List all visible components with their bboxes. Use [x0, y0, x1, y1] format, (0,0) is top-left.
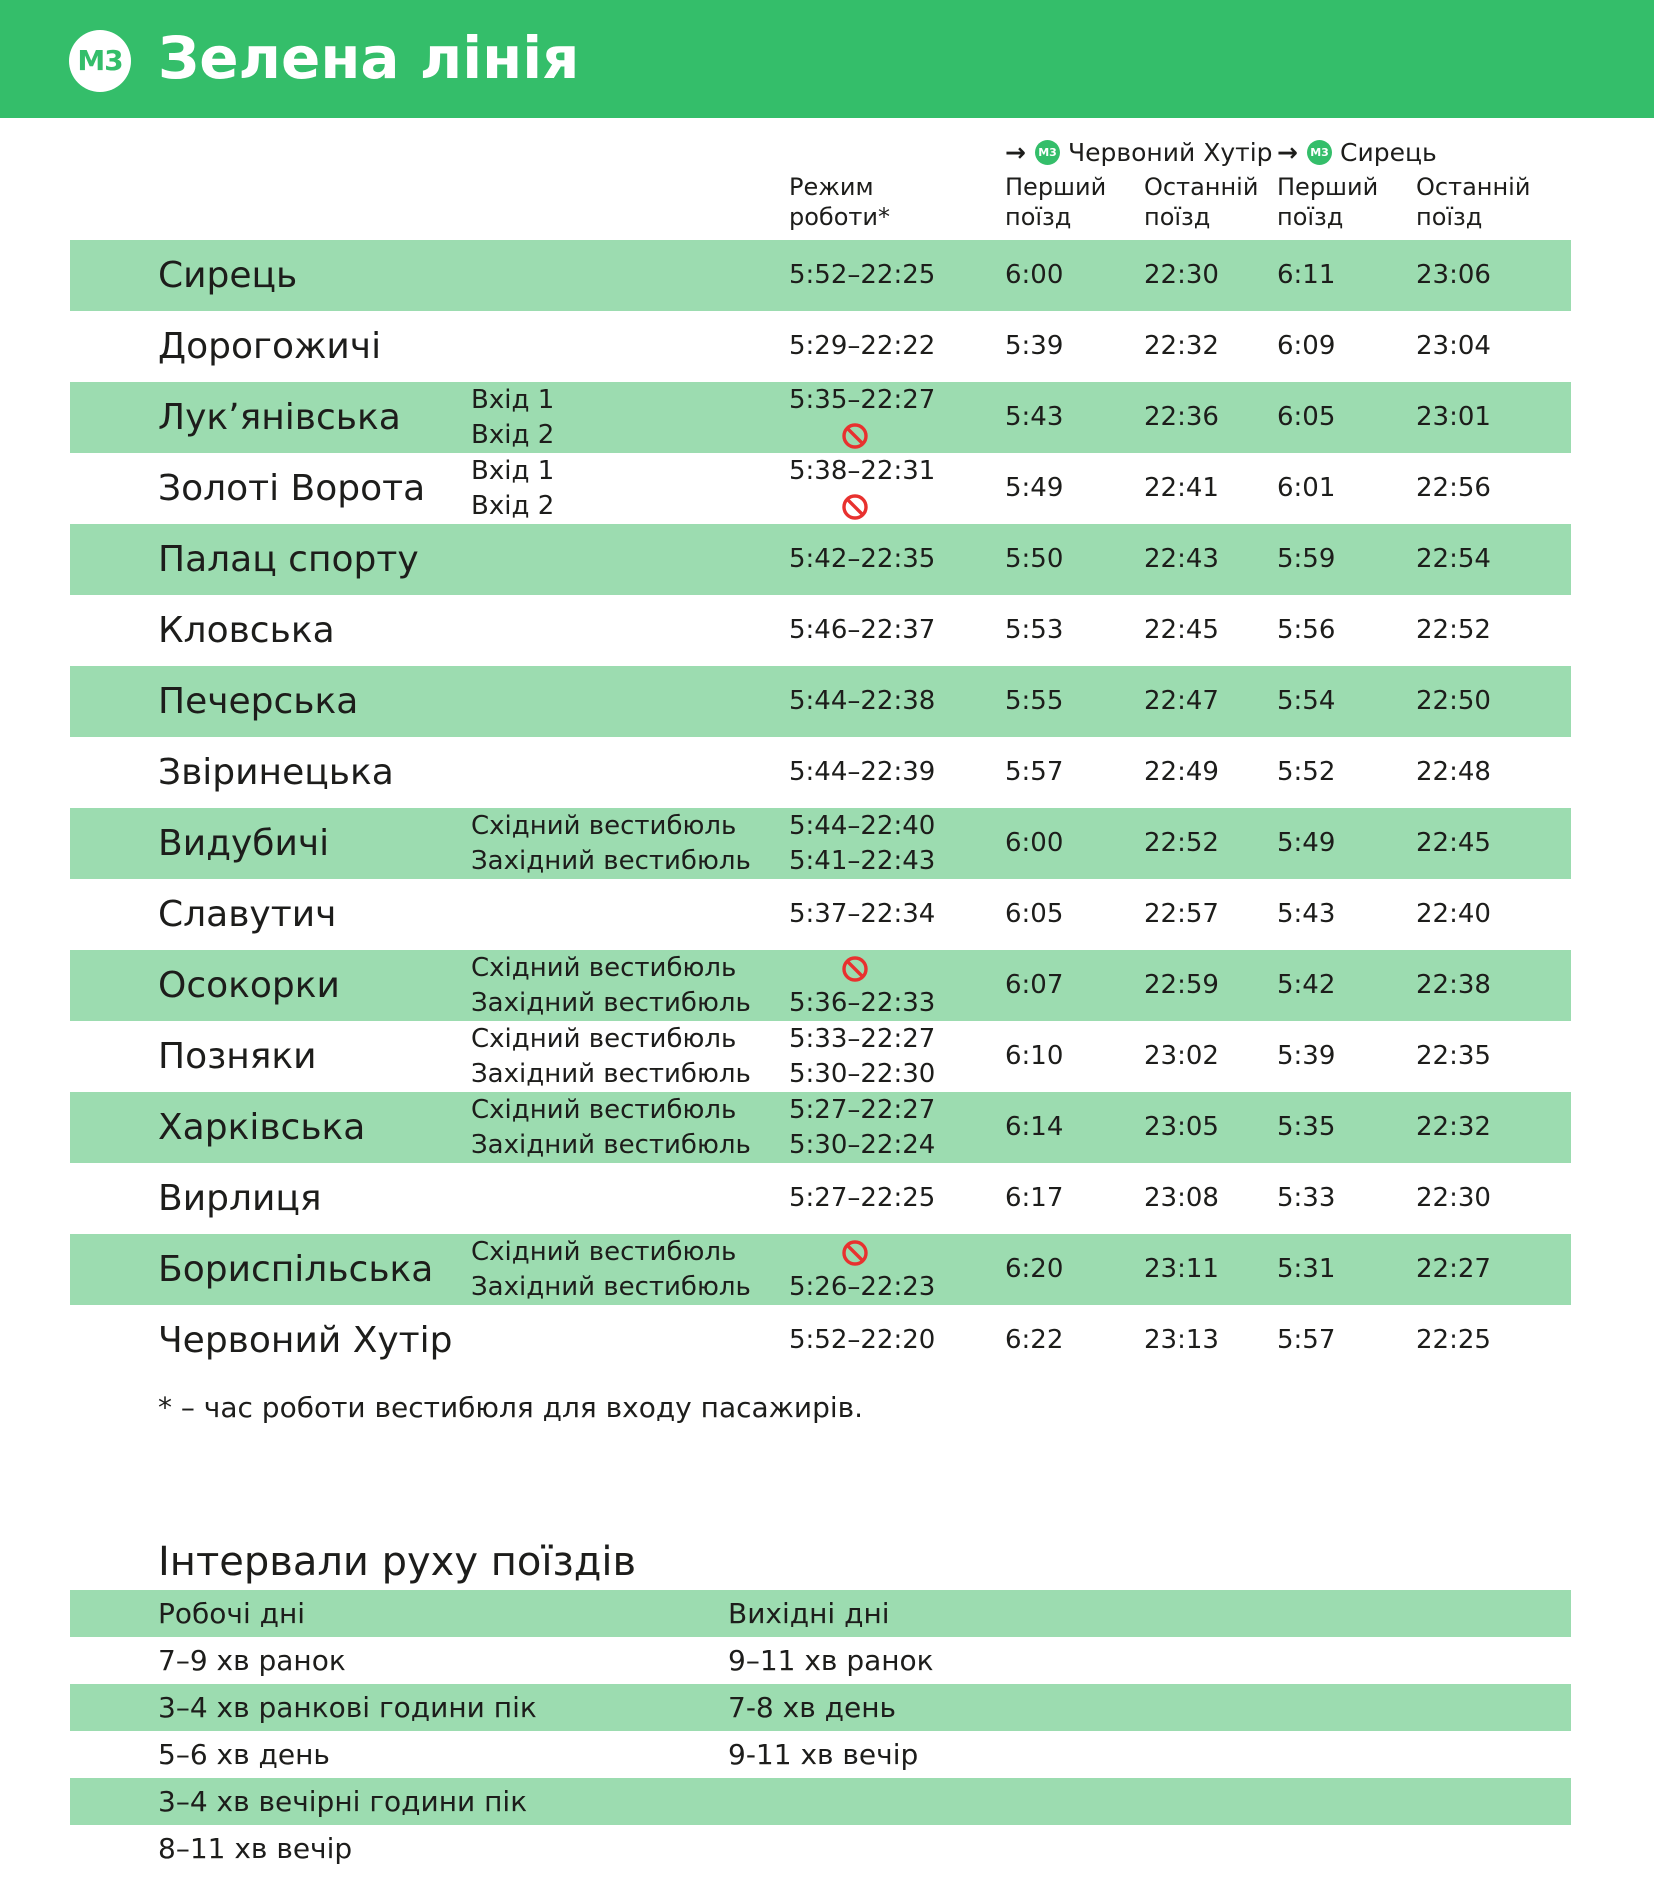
first-train-to-syrets: 5:33: [1277, 1183, 1336, 1213]
last-train-to-chervonyi-khutir: 22:52: [1144, 828, 1219, 858]
station-name: Видубичі: [158, 823, 330, 864]
arrow-right-icon: →: [1277, 138, 1298, 167]
first-train-to-syrets: 5:56: [1277, 615, 1336, 645]
working-hours: 5:46–22:37: [789, 615, 936, 645]
column-header-first-2: Перший поїзд: [1277, 173, 1379, 231]
last-train-to-chervonyi-khutir: 22:47: [1144, 686, 1219, 716]
working-hours: 5:33–22:27: [789, 1024, 936, 1054]
entrance-closed: [789, 418, 869, 453]
schedule-row: [70, 524, 1571, 595]
station-name: Славутич: [158, 894, 337, 935]
direction-header-1: [1005, 138, 1273, 168]
station-name: Сирець: [158, 255, 298, 296]
first-train-to-syrets: 5:59: [1277, 544, 1336, 574]
arrow-right-icon: →: [1005, 138, 1026, 167]
working-hours: 5:42–22:35: [789, 544, 936, 574]
first-train-to-syrets: 5:43: [1277, 899, 1336, 929]
station-name: Кловська: [158, 610, 335, 651]
column-header-hours: Режим роботи*: [789, 173, 890, 231]
no-entry-icon: [841, 1239, 869, 1267]
first-train-to-chervonyi-khutir: 6:22: [1005, 1325, 1064, 1355]
weekday-interval: 8–11 хв вечір: [158, 1832, 353, 1865]
column-header-last-2: Останній поїзд: [1416, 173, 1531, 231]
station-name: Лук’янівська: [158, 397, 401, 438]
entrance-closed: [789, 1235, 869, 1270]
station-name: Позняки: [158, 1036, 317, 1077]
schedule-row: [70, 240, 1571, 311]
weekend-interval: Вихідні дні: [728, 1597, 890, 1630]
last-train-to-chervonyi-khutir: 22:57: [1144, 899, 1219, 929]
first-train-to-syrets: 5:31: [1277, 1254, 1336, 1284]
first-train-to-chervonyi-khutir: 6:07: [1005, 970, 1064, 1000]
no-entry-icon: [841, 422, 869, 450]
intervals-row: [70, 1731, 1571, 1778]
last-train-to-chervonyi-khutir: 23:11: [1144, 1254, 1219, 1284]
intervals-row: [70, 1825, 1571, 1872]
last-train-to-chervonyi-khutir: 22:43: [1144, 544, 1219, 574]
last-train-to-chervonyi-khutir: 23:02: [1144, 1041, 1219, 1071]
last-train-to-syrets: 22:30: [1416, 1183, 1491, 1213]
station-name: Червоний Хутір: [158, 1320, 453, 1361]
first-train-to-chervonyi-khutir: 6:14: [1005, 1112, 1064, 1142]
station-name: Печерська: [158, 681, 359, 722]
last-train-to-syrets: 22:56: [1416, 473, 1491, 503]
intervals-row: [70, 1637, 1571, 1684]
working-hours: 5:27–22:27: [789, 1095, 936, 1125]
first-train-to-syrets: 5:52: [1277, 757, 1336, 787]
working-hours: 5:52–22:25: [789, 260, 936, 290]
last-train-to-syrets: 22:52: [1416, 615, 1491, 645]
weekend-interval: 9-11 хв вечір: [728, 1738, 919, 1771]
station-name: Дорогожичі: [158, 326, 382, 367]
working-hours: 5:44–22:39: [789, 757, 936, 787]
first-train-to-chervonyi-khutir: 5:49: [1005, 473, 1064, 503]
first-train-to-chervonyi-khutir: 6:17: [1005, 1183, 1064, 1213]
working-hours: 5:30–22:24: [789, 1130, 936, 1160]
working-hours: 5:27–22:25: [789, 1183, 936, 1213]
station-name: Осокорки: [158, 965, 340, 1006]
intervals-title: Інтервали руху поїздів: [158, 1539, 637, 1585]
station-name: Бориспільська: [158, 1249, 434, 1290]
first-train-to-chervonyi-khutir: 5:39: [1005, 331, 1064, 361]
no-entry-icon: [841, 493, 869, 521]
first-train-to-chervonyi-khutir: 5:53: [1005, 615, 1064, 645]
entrance-label: Східний вестибюль: [471, 811, 737, 841]
first-train-to-chervonyi-khutir: 6:00: [1005, 260, 1064, 290]
schedule-row: [70, 879, 1571, 950]
station-name: Палац спорту: [158, 539, 419, 580]
first-train-to-syrets: 5:35: [1277, 1112, 1336, 1142]
intervals-row: [70, 1684, 1571, 1731]
working-hours: 5:35–22:27: [789, 385, 936, 415]
first-train-to-chervonyi-khutir: 6:05: [1005, 899, 1064, 929]
last-train-to-chervonyi-khutir: 22:30: [1144, 260, 1219, 290]
working-hours: 5:37–22:34: [789, 899, 936, 929]
last-train-to-syrets: 22:50: [1416, 686, 1491, 716]
schedule-row: [70, 666, 1571, 737]
first-train-to-syrets: 5:49: [1277, 828, 1336, 858]
entrance-label: Східний вестибюль: [471, 1024, 737, 1054]
schedule-row: [70, 1092, 1571, 1163]
weekday-interval: 3–4 хв ранкові години пік: [158, 1691, 537, 1724]
first-train-to-chervonyi-khutir: 5:50: [1005, 544, 1064, 574]
footnote: * – час роботи вестибюля для входу пасажирів.: [158, 1391, 864, 1424]
working-hours: 5:44–22:38: [789, 686, 936, 716]
first-train-to-syrets: 6:01: [1277, 473, 1336, 503]
first-train-to-chervonyi-khutir: 6:10: [1005, 1041, 1064, 1071]
entrance-label: Західний вестибюль: [471, 1059, 751, 1089]
direction-label: Червоний Хутір: [1068, 138, 1273, 167]
last-train-to-syrets: 22:48: [1416, 757, 1491, 787]
column-header-first-1: Перший поїзд: [1005, 173, 1107, 231]
station-name: Вирлиця: [158, 1178, 322, 1219]
entrance-closed: [789, 951, 869, 986]
entrance-label: Вхід 1: [471, 385, 555, 415]
last-train-to-syrets: 23:06: [1416, 260, 1491, 290]
first-train-to-syrets: 5:57: [1277, 1325, 1336, 1355]
column-header-last-1: Останній поїзд: [1144, 173, 1259, 231]
first-train-to-chervonyi-khutir: 5:57: [1005, 757, 1064, 787]
station-name: Золоті Ворота: [158, 468, 426, 509]
schedule-row: [70, 1021, 1571, 1092]
entrance-label: Західний вестибюль: [471, 1130, 751, 1160]
last-train-to-syrets: 22:38: [1416, 970, 1491, 1000]
station-name: Звіринецька: [158, 752, 394, 793]
last-train-to-syrets: 22:35: [1416, 1041, 1491, 1071]
working-hours: 5:44–22:40: [789, 811, 936, 841]
weekend-interval: 7-8 хв день: [728, 1691, 896, 1724]
first-train-to-chervonyi-khutir: 5:43: [1005, 402, 1064, 432]
schedule-row: [70, 1305, 1571, 1376]
last-train-to-chervonyi-khutir: 23:08: [1144, 1183, 1219, 1213]
first-train-to-syrets: 5:39: [1277, 1041, 1336, 1071]
first-train-to-chervonyi-khutir: 6:00: [1005, 828, 1064, 858]
line-badge-small: M3: [1035, 140, 1060, 165]
intervals-header-row: [70, 1590, 1571, 1637]
working-hours: 5:30–22:30: [789, 1059, 936, 1089]
working-hours: 5:52–22:20: [789, 1325, 936, 1355]
schedule-row: [70, 311, 1571, 382]
schedule-row: [70, 595, 1571, 666]
first-train-to-syrets: 5:42: [1277, 970, 1336, 1000]
entrance-label: Західний вестибюль: [471, 988, 751, 1018]
last-train-to-syrets: 22:32: [1416, 1112, 1491, 1142]
entrance-label: Вхід 2: [471, 491, 555, 521]
schedule-row: [70, 1163, 1571, 1234]
last-train-to-chervonyi-khutir: 23:13: [1144, 1325, 1219, 1355]
line-badge: M3: [69, 30, 131, 92]
direction-label: Сирець: [1340, 138, 1437, 167]
schedule-row: [70, 950, 1571, 1021]
weekday-interval: 3–4 хв вечірні години пік: [158, 1785, 528, 1818]
working-hours: 5:41–22:43: [789, 846, 936, 876]
last-train-to-chervonyi-khutir: 22:49: [1144, 757, 1219, 787]
line-badge-small: M3: [1307, 140, 1332, 165]
entrance-label: Східний вестибюль: [471, 1237, 737, 1267]
first-train-to-chervonyi-khutir: 6:20: [1005, 1254, 1064, 1284]
first-train-to-syrets: 6:09: [1277, 331, 1336, 361]
last-train-to-chervonyi-khutir: 22:41: [1144, 473, 1219, 503]
last-train-to-syrets: 22:27: [1416, 1254, 1491, 1284]
weekday-interval: Робочі дні: [158, 1597, 306, 1630]
entrance-label: Східний вестибюль: [471, 953, 737, 983]
entrance-closed: [789, 489, 869, 524]
last-train-to-chervonyi-khutir: 22:36: [1144, 402, 1219, 432]
last-train-to-syrets: 23:04: [1416, 331, 1491, 361]
entrance-label: Вхід 2: [471, 420, 555, 450]
weekday-interval: 5–6 хв день: [158, 1738, 330, 1771]
schedule-row: [70, 453, 1571, 524]
schedule-row: [70, 1234, 1571, 1305]
entrance-label: Вхід 1: [471, 456, 555, 486]
last-train-to-chervonyi-khutir: 23:05: [1144, 1112, 1219, 1142]
direction-header-2: [1277, 138, 1437, 168]
working-hours: 5:36–22:33: [789, 988, 936, 1018]
station-name: Харківська: [158, 1107, 366, 1148]
weekend-interval: 9–11 хв ранок: [728, 1644, 934, 1677]
entrance-label: Західний вестибюль: [471, 1272, 751, 1302]
last-train-to-syrets: 22:54: [1416, 544, 1491, 574]
header-bar: [0, 0, 1654, 118]
working-hours: 5:29–22:22: [789, 331, 936, 361]
first-train-to-syrets: 6:05: [1277, 402, 1336, 432]
first-train-to-chervonyi-khutir: 5:55: [1005, 686, 1064, 716]
last-train-to-chervonyi-khutir: 22:59: [1144, 970, 1219, 1000]
schedule-row: [70, 808, 1571, 879]
schedule-row: [70, 382, 1571, 453]
last-train-to-syrets: 22:40: [1416, 899, 1491, 929]
schedule-row: [70, 737, 1571, 808]
last-train-to-syrets: 22:25: [1416, 1325, 1491, 1355]
last-train-to-chervonyi-khutir: 22:32: [1144, 331, 1219, 361]
working-hours: 5:26–22:23: [789, 1272, 936, 1302]
entrance-label: Східний вестибюль: [471, 1095, 737, 1125]
first-train-to-syrets: 5:54: [1277, 686, 1336, 716]
no-entry-icon: [841, 955, 869, 983]
intervals-row: [70, 1778, 1571, 1825]
last-train-to-syrets: 22:45: [1416, 828, 1491, 858]
page-title: Зелена лінія: [158, 24, 580, 92]
last-train-to-syrets: 23:01: [1416, 402, 1491, 432]
last-train-to-chervonyi-khutir: 22:45: [1144, 615, 1219, 645]
working-hours: 5:38–22:31: [789, 456, 936, 486]
entrance-label: Західний вестибюль: [471, 846, 751, 876]
first-train-to-syrets: 6:11: [1277, 260, 1336, 290]
weekday-interval: 7–9 хв ранок: [158, 1644, 346, 1677]
